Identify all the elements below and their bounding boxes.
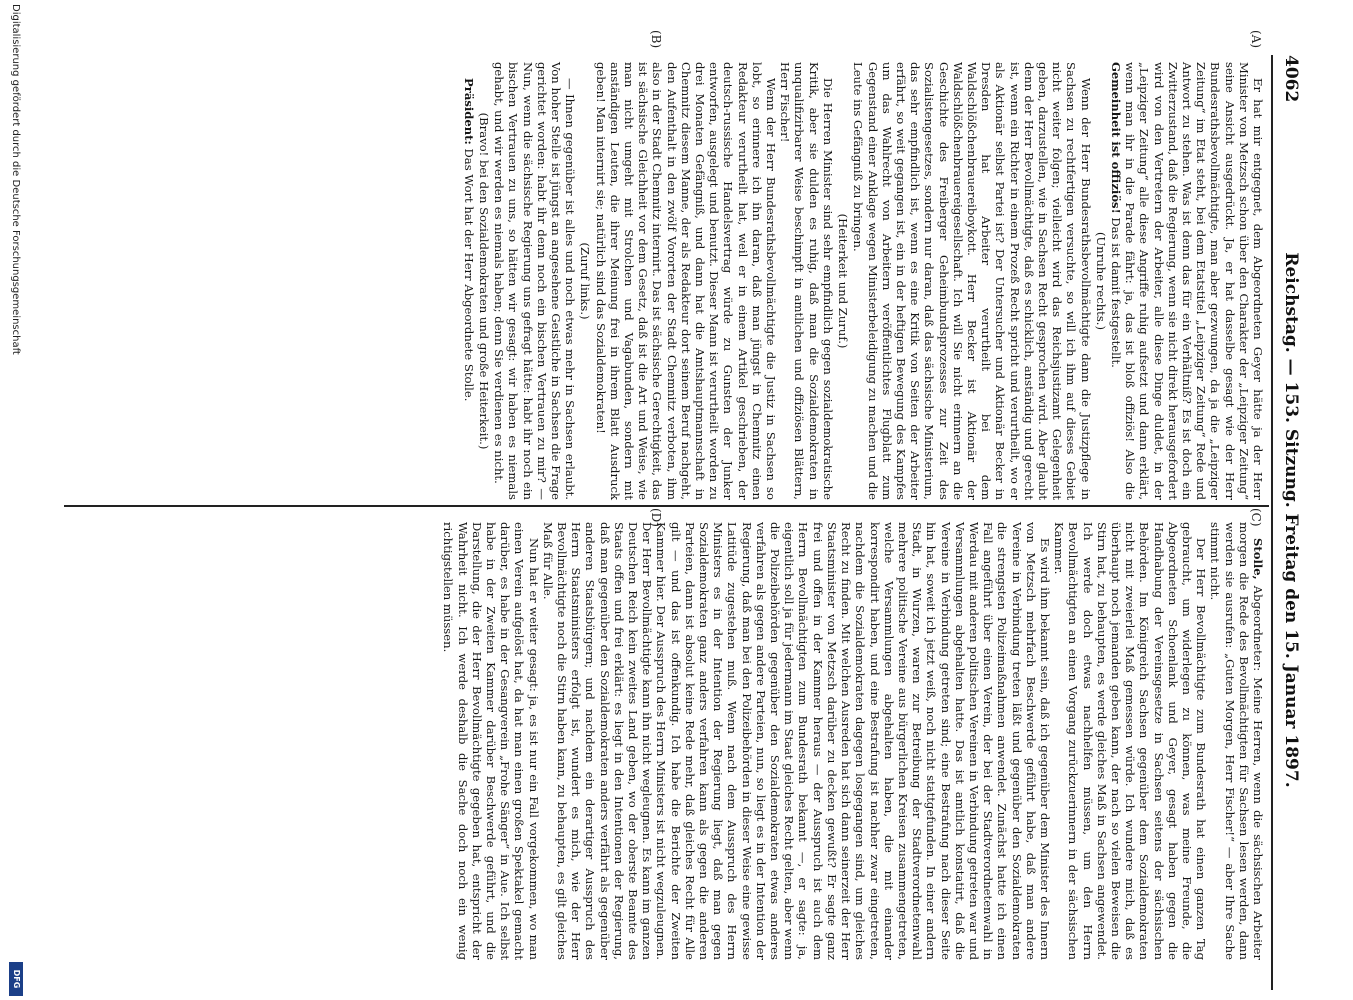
paragraph: Wenn der Herr Bundesrathsbevollmächtigte dann die Justizpflege in Sachsen zu rechtfertigen versuchte, so will ich ihm auf dieses Gebiet nicht weiter folgen; vielleicht wird das Reichsjustizamt Gelegenheit geben, darzustellen, wie in Sachsen Recht gesprochen wird. Aber glaubt denn der Herr Bevollmächtigte, daß es schicklich, anständig und gerecht ist, wenn ein Richter in einem Prozeß Recht spricht und verurtheilt, wo er als Aktionär selbst Partei ist? Der Untersucher und Aktionär Becker in Dresden hat Arbeiter verurtheilt bei dem Waldschlößchenbrauereiboykott. Herr Becker ist Aktionär der Waldschlößchenbrauereigesellschaft. Ich will Sie nicht erinnern an die Geschichte des Freiberger Geheimbundsprozesses zur Zeit des Sozialistengesetzes, sondern nur daran, daß das sächsische Ministerium, das sehr empfindlich ist, wenn es eine Kritik von Seiten der Arbeiter erfährt, so weit gegangen ist, ein in der heftigen Bewegung des Kampfes um das Wahlrecht von Arbeitern veröffentlichtes Flugblatt zum Gegenstand einer Anklage wegen Ministerbeleidigung zu machen und die Leute ins Gefängniß zu bringen. — [851, 62, 1093, 500]
paragraph — [1109, 62, 1265, 500]
footer — [5, 4, 23, 996]
margin-marker-a: (A) — [1249, 30, 1263, 49]
header-rule — [1271, 55, 1273, 990]
column-divider — [64, 505, 1269, 507]
paragraph-text: Er hat mir entgegnet, dem Abgeordneten Geyer hätte ja der Herr Minister von Metzsch schon über den Charakter der „Leipziger Zeitung“ seine Ansicht ausgedrückt. Ja, er hat dasselbe gesagt wie der Herr Bundesrathsbevollmächtigte, man aber gezwungen, da ja die „Leipziger Zeitung“ im Etat steht, bei dem Etatstitel „Leipziger Zeitung“ Rede und Antwort zu stehen. Was ist denn das für ein Verhältniß? Es ist doch ein Zwitterzustand, daß die Regierung, wenn sie nicht direkt herausgefordert wird von den Vertretern der Arbeiter, alle diese Dinge duldet, in der „Leipziger Zeitung“ alle diese Angriffe ruhig aufsetzt und dann erklärt, wenn man ihr in die Parade fährt: ja, das ist bloß offiziös! Also die — [1123, 62, 1265, 500]
paragraph: Der Herr Bevollmächtigte zum Bundesrath hat einen ganzen Tag gebraucht, um widerlegen zu können, was meine Freunde, die Abgeordneten Schoenlank und Geyer, gesagt haben gegen die Handhabung der Vereinsgesetze in Sachsen seitens der sächsischen Behörden. Im Königreich Sachsen gegenüber dem Sozialdemokraten nicht mit zweierlei Maß gemessen würde. Ich wundere mich, daß es überhaupt noch jemanden geben kann, der nach so vielen Beweisen die Stirn hat, zu behaupten, es werde gleiches Maß in Sachsen angewendet. Ich werde doch etwas nachhelfen müssen, um den Herrn Bevollmächtigten an einen Vorgang zurückzuerinnern in der sächsischen Kammer. — [1052, 522, 1209, 960]
page-header — [1277, 55, 1301, 985]
stage-direction: (Zuruf links.) — [578, 242, 593, 320]
paragraph: Es wird ihm bekannt sein, daß ich gegenüber dem Minister des Innern von Metzsch mehrfach Beschwerde geführt habe, daß man andere Vereine in Verbindung treten läßt und gegenüber den Sozialdemokraten die strengsten Polizeimaßnahmen anwendet. Zunächst hatte ich einen Fall angeführt über einen Verein, der bei der Stadtverordnetenwahl in Werdau mit anderen politischen Vereinen in Verbindung getreten war und Versammlungen abgehalten hatte. Das ist amtlich konstatirt, daß die Vereine in Verbindung getreten sind; eine Bestrafung nach dieser Seite hin hat, soweit ich jetzt weiß, noch nicht stattgefunden. In einer andern Stadt, in Wurzen, waren zur Betreibung der Stadtverordnetenwahl mehrere politische Vereine aus bürgerlichen Kreisen zusammengetreten, welche Versammlungen abgehalten haben, die mit einander korrespondirt haben, und eine Bestrafung ist nachher zwar eingetreten, nachdem die Sozialdemokraten dagegen losgegangen sind, um gleiches Recht zu finden. Mit welchen Ausreden hat sich dann seinerzeit der Herr Staatsminister von Metzsch darüber zu decken gewußt? Er sagte ganz frei und offen in der Kammer heraus — der Ausspruch ist auch dem Herrn Bevollmächtigten zum Bundesrath bekannt —, er sagte: ja, eigentlich soll ja für jedermann im Staat gleiches Recht gelten, aber wenn die Polizeibehörden gegenüber den Sozialdemokraten etwas anderes verfahren als gegen andere Parteien, nun, so liegt es in der Intention der Regierung, daß man bei den Polizeibehörden in dieser Weise eine gewisse Latitüde zugestehen muß. Wenn nach dem Ausspruch des Herrn Ministers es in der Intention der Regierung liegt, daß man gegen Sozialdemokraten ganz anders verfahren kann als gegen die anderen Parteien, dann ist absolut keine Rede mehr, daß gleiches Recht für Alle gilt — und das ist offenkundig. Ich habe die Berichte der Zweiten Kammer hier. Der Ausspruch des Herrn Ministers ist nicht wegzuleugnen. Der Herr Bevollmächtigte kann ihn nicht wegleugnen. Es kann im ganzen Deutschen Reich kein zweites Land geben, wo der oberste Beamte des Staats offen und frei erklärt: es liegt in den Intentionen der Regierung, daß man gegenüber den Sozialdemokraten anders verfährt als gegenüber anderen Staatsbürgern; und nachdem ein derartiger Ausspruch des Herrn Staatsministers erfolgt ist, wundert es mich, wie der Herr Bevollmächtigte noch die Stirn haben kann, zu behaupten, es gilt gleiches Maß für Alle. — [540, 522, 1052, 960]
paragraph: Wenn der Herr Bundesrathsbevollmächtigte die Justiz in Sachsen so lobt, so erinnere ich ihn daran, daß man jüngst in Chemnitz einen Redakteur verurtheilt hat, weil er in einem Artikel geschrieben, der deutsch-russische Handelsvertrag würde zu Gunsten der Junker entworfen, ausgelegt und benutzt. Dieser Mann ist verurtheilt worden zu drei Monaten Gefängniß, und dann hat die Amtshauptmannschaft in Chemnitz diesem Manne, der als Redakteur dort seinem Beruf nachgeht, den Aufenthalt in den zwölf Vororten der Stadt Chemnitz verboten, ihm also in der Stadt Chemnitz internirt. Das ist sächsische Gerechtigkeit, das ist sächsische Gleichheit vor dem Gesetz, daß ist die Art und Weise, wie man nicht umgeht mit Strolchen und Vagabunden, sondern mit anständigen Leuten, die ihrer Meinung frei in ihrem Blatt Ausdruck geben! Man internirt sie; natürlich sind das Sozialdemokraten! — [593, 62, 779, 500]
paragraph-text: Das ist damit festgestellt. — [1108, 217, 1123, 368]
right-column — [441, 522, 1265, 960]
digitization-credit: Digitalisierung gefördert durch die Deutsche Forschungsgemeinschaft — [10, 4, 21, 355]
stage-direction: (Bravo! bei den Sozialdemokraten und große Heiterkeit.) — [477, 112, 492, 450]
bold-phrase: Gemeinheit ist offiziös! — [1108, 62, 1123, 214]
left-column — [462, 62, 1265, 500]
stage-direction: (Unruhe rechts.) — [1093, 232, 1108, 330]
paragraph-text: Abgeordneter: Meine Herren, wenn die sächsischen Arbeiter morgen die Rede des Bevollmächtigten für Sachsen lesen werden, dann werden sie ausrufen: „Guten Morgen, Herr Fischer!“ — aber Ihre Sache stimmt nicht. — [1208, 522, 1265, 960]
stage-direction: (Heiterkeit und Zuruf.) — [836, 213, 851, 349]
speaker-label: Präsident: — [461, 78, 476, 145]
margin-marker-d: (D) — [649, 508, 663, 527]
paragraph — [1208, 522, 1265, 960]
page-number: 4062 — [1281, 55, 1301, 103]
paragraph: Nun hat er weiter gesagt: ja, es ist nur ein Fall vorgekommen, wo man einen Verein aufgelöst hat, da hat man einen großen Spektakel gemacht darüber, es habe in der Gesangverein „Frohe Sänger“ in Aue. Ich selbst habe in der Zweiten Kammer darüber Beschwerde geführt, und die Darstellung, die der Herr Bevollmächtigte gegeben hat, entspricht der Wahrheit nicht. Ich werde deshalb die Sache doch noch ein wenig richtigstellen müssen. — [441, 522, 541, 960]
paragraph — [462, 62, 476, 500]
paragraph: Die Herren Minister sind sehr empfindlich gegen sozialdemokratische Kritik, aber sie dulden es ruhig, daß man die Sozialdemokraten in unqualifizirbarer Weise beschimpft in amtlichen und offiziösen Blättern, Herr Fischer! — [778, 62, 835, 500]
paragraph: — Ihnen gegenüber ist alles und noch etwas mehr in Sachsen erlaubt. Von hoher Stelle ist jüngst an angesehene Geistliche in Sachsen die Frage gerichtet worden: habt ihr denn noch ein bischen Vertrauen zu mir? — Nun, wenn die sächsische Regierung uns gefragt hätte: habt ihr noch ein bischen Vertrauen zu uns, so hätten wir gesagt: wir haben es niemals gehabt, und wir werden es niemals haben; denn Sie verdienen es nicht. — [492, 62, 578, 500]
dfg-logo: DFG — [9, 962, 23, 996]
page-title: Reichstag. — 153. Sitzung. Freitag den 15. Januar 1897. — [1281, 252, 1301, 788]
margin-marker-b: (B) — [649, 30, 663, 49]
paragraph-text: Das Wort hat der Herr Abgeordnete Stolle. — [461, 148, 476, 402]
speaker-label: Stolle, — [1251, 538, 1265, 580]
margin-marker-c: (C) — [1249, 508, 1263, 527]
